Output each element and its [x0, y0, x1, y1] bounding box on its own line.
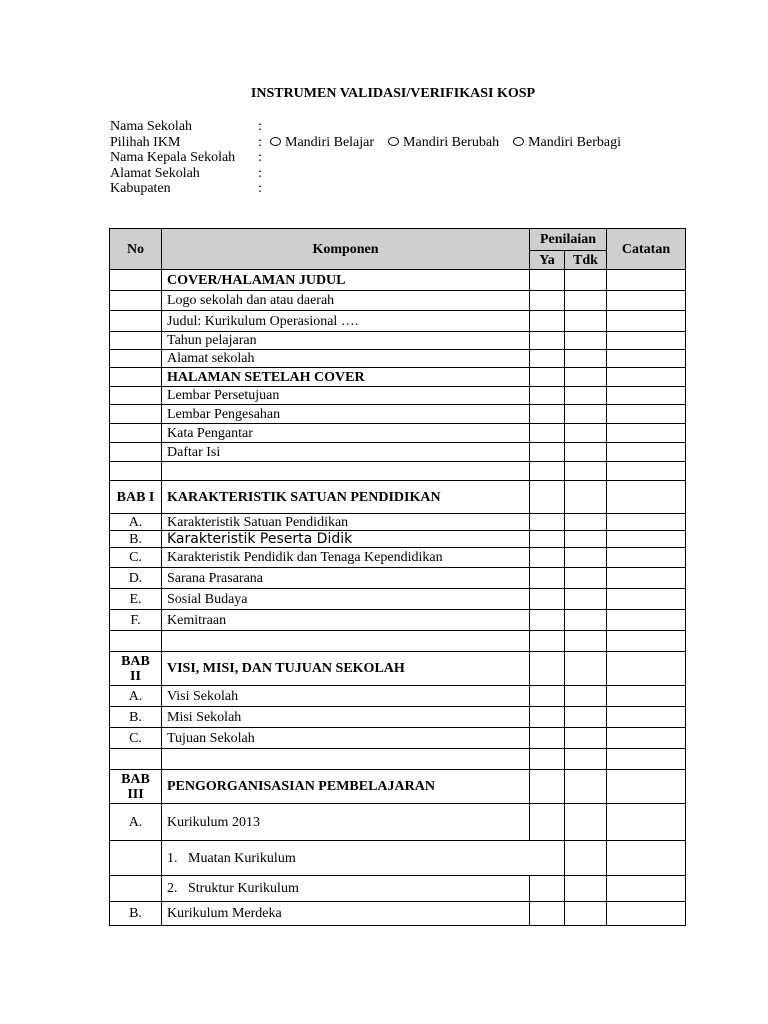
- row-no: E.: [110, 589, 162, 610]
- row-komponen: [162, 749, 530, 770]
- row-komponen: Karakteristik Satuan Pendidikan: [162, 514, 530, 531]
- cell-catatan[interactable]: [607, 291, 686, 311]
- row-komponen: Misi Sekolah: [162, 707, 530, 728]
- cell-ya[interactable]: [530, 311, 565, 332]
- cell-tdk[interactable]: [565, 405, 607, 424]
- cell-catatan[interactable]: [607, 443, 686, 462]
- row-no: [110, 443, 162, 462]
- row-komponen: [162, 462, 530, 481]
- row-no: C.: [110, 548, 162, 568]
- cell-tdk[interactable]: [565, 631, 607, 652]
- table-row: [110, 405, 686, 424]
- row-komponen: Kata Pengantar: [162, 424, 530, 443]
- colon: :: [258, 134, 262, 150]
- cell-ya[interactable]: [530, 728, 565, 749]
- cell-ya[interactable]: [530, 387, 565, 405]
- table-row: [110, 728, 686, 749]
- radio-circle-icon[interactable]: [270, 137, 281, 146]
- table-row: [110, 387, 686, 405]
- cell-catatan[interactable]: [607, 514, 686, 531]
- info-row-alamat: [110, 166, 633, 182]
- cell-tdk[interactable]: [565, 332, 607, 350]
- row-no: [110, 270, 162, 291]
- info-row-nama-sekolah: [110, 119, 633, 135]
- row-komponen: Tahun pelajaran: [162, 332, 530, 350]
- info-row-nama-kepala: [110, 150, 633, 166]
- cell-ya[interactable]: [530, 368, 565, 387]
- table-row: [110, 841, 686, 876]
- row-no: [110, 631, 162, 652]
- row-komponen: KARAKTERISTIK SATUAN PENDIDIKAN: [162, 481, 530, 514]
- cell-ya[interactable]: [530, 350, 565, 368]
- table-row: [110, 514, 686, 531]
- cell-ya[interactable]: [530, 589, 565, 610]
- row-komponen: Karakteristik Pendidik dan Tenaga Kependidikan: [162, 548, 530, 568]
- cell-tdk[interactable]: [565, 311, 607, 332]
- cell-ya[interactable]: [530, 332, 565, 350]
- row-no: A.: [110, 804, 162, 841]
- label-pilihan-ikm: Pilihah IKM: [110, 134, 181, 150]
- table-row: [110, 350, 686, 368]
- cell-catatan[interactable]: [607, 631, 686, 652]
- row-komponen: Lembar Persetujuan: [162, 387, 530, 405]
- cell-tdk[interactable]: [565, 876, 607, 902]
- radio-circle-icon[interactable]: [513, 137, 524, 146]
- row-no: B.: [110, 531, 162, 548]
- row-komponen: 1. Muatan Kurikulum: [162, 841, 565, 876]
- cell-ya[interactable]: [530, 443, 565, 462]
- header-penilaian: Penilaian: [530, 229, 607, 251]
- row-komponen: Tujuan Sekolah: [162, 728, 530, 749]
- row-no: [110, 350, 162, 368]
- row-no: [110, 311, 162, 332]
- row-no: BAB III: [110, 770, 162, 804]
- cell-tdk[interactable]: [565, 443, 607, 462]
- cell-catatan[interactable]: [607, 686, 686, 707]
- cell-catatan[interactable]: [607, 481, 686, 514]
- cell-catatan[interactable]: [607, 876, 686, 902]
- table-row: [110, 462, 686, 481]
- row-komponen: VISI, MISI, DAN TUJUAN SEKOLAH: [162, 652, 530, 686]
- cell-tdk[interactable]: [565, 568, 607, 589]
- table-row: [110, 291, 686, 311]
- cell-catatan[interactable]: [607, 568, 686, 589]
- cell-tdk[interactable]: [565, 424, 607, 443]
- cell-tdk[interactable]: [565, 770, 607, 804]
- row-komponen: Daftar Isi: [162, 443, 530, 462]
- cell-catatan[interactable]: [607, 707, 686, 728]
- colon: :: [258, 119, 262, 134]
- row-komponen: Sosial Budaya: [162, 589, 530, 610]
- cell-tdk[interactable]: [565, 270, 607, 291]
- cell-ya[interactable]: [530, 531, 565, 548]
- cell-catatan[interactable]: [607, 462, 686, 481]
- cell-catatan[interactable]: [607, 804, 686, 841]
- header-komponen: Komponen: [162, 229, 530, 270]
- cell-tdk[interactable]: [565, 481, 607, 514]
- row-komponen: Judul: Kurikulum Operasional ….: [162, 311, 530, 332]
- header-catatan: Catatan: [607, 229, 686, 270]
- table-row: [110, 332, 686, 350]
- cell-tdk[interactable]: [565, 652, 607, 686]
- row-komponen: 2. Struktur Kurikulum: [162, 876, 530, 902]
- cell-catatan[interactable]: [607, 652, 686, 686]
- table-row: [110, 368, 686, 387]
- table-row: [110, 568, 686, 589]
- row-komponen: Kemitraan: [162, 610, 530, 631]
- row-no: [110, 462, 162, 481]
- cell-ya[interactable]: [530, 548, 565, 568]
- row-komponen: Lembar Pengesahan: [162, 405, 530, 424]
- cell-ya[interactable]: [530, 902, 565, 926]
- header-no: No: [110, 229, 162, 270]
- table-row: [110, 804, 686, 841]
- table-row: [110, 749, 686, 770]
- table-row: [110, 270, 686, 291]
- label-alamat-sekolah: Alamat Sekolah: [110, 165, 200, 181]
- row-komponen: Kurikulum 2013: [162, 804, 530, 841]
- cell-tdk[interactable]: [565, 589, 607, 610]
- row-komponen: Kurikulum Merdeka: [162, 902, 530, 926]
- document-title: INSTRUMEN VALIDASI/VERIFIKASI KOSP: [250, 86, 536, 101]
- row-no: [110, 368, 162, 387]
- cell-catatan[interactable]: [607, 270, 686, 291]
- row-no: BAB II: [110, 652, 162, 686]
- row-no: C.: [110, 728, 162, 749]
- row-komponen: COVER/HALAMAN JUDUL: [162, 270, 530, 291]
- validation-table: [109, 228, 686, 926]
- ikm-option-mandiri-belajar[interactable]: [268, 135, 374, 151]
- row-komponen: PENGORGANISASIAN PEMBELAJARAN: [162, 770, 530, 804]
- label-kabupaten: Kabupaten: [110, 181, 171, 196]
- info-row-kabupaten: [110, 181, 633, 197]
- table-row: [110, 481, 686, 514]
- row-komponen: Visi Sekolah: [162, 686, 530, 707]
- cell-tdk[interactable]: [565, 350, 607, 368]
- row-komponen: Sarana Prasarana: [162, 568, 530, 589]
- colon: :: [258, 165, 262, 181]
- cell-catatan[interactable]: [607, 770, 686, 804]
- header-tdk: Tdk: [565, 251, 607, 270]
- ikm-option-label: Mandiri Belajar: [285, 134, 375, 150]
- label-nama-kepala-sekolah: Nama Kepala Sekolah: [110, 150, 236, 165]
- cell-catatan[interactable]: [607, 841, 686, 876]
- cell-catatan[interactable]: [607, 902, 686, 926]
- cell-ya[interactable]: [530, 707, 565, 728]
- header-ya: Ya: [530, 251, 565, 270]
- table-row: [110, 876, 686, 902]
- cell-ya[interactable]: [530, 291, 565, 311]
- cell-catatan[interactable]: [607, 350, 686, 368]
- row-no: A.: [110, 686, 162, 707]
- cell-catatan[interactable]: [607, 531, 686, 548]
- cell-tdk[interactable]: [565, 462, 607, 481]
- cell-ya[interactable]: [530, 652, 565, 686]
- cell-ya[interactable]: [530, 514, 565, 531]
- label-nama-sekolah: Nama Sekolah: [110, 119, 193, 134]
- row-no: [110, 387, 162, 405]
- cell-catatan[interactable]: [607, 610, 686, 631]
- row-no: B.: [110, 707, 162, 728]
- table-row: [110, 548, 686, 568]
- cell-catatan[interactable]: [607, 387, 686, 405]
- row-komponen: HALAMAN SETELAH COVER: [162, 368, 530, 387]
- cell-ya[interactable]: [530, 270, 565, 291]
- table-row: [110, 652, 686, 686]
- table-row: [110, 631, 686, 652]
- row-komponen: Alamat sekolah: [162, 350, 530, 368]
- row-komponen: [162, 631, 530, 652]
- cell-catatan[interactable]: [607, 424, 686, 443]
- row-no: [110, 841, 162, 876]
- cell-tdk[interactable]: [565, 548, 607, 568]
- table-row: [110, 531, 686, 548]
- colon: :: [258, 181, 262, 196]
- cell-ya[interactable]: [530, 770, 565, 804]
- table-row: [110, 589, 686, 610]
- cell-tdk[interactable]: [565, 902, 607, 926]
- ikm-option-label: Mandiri Berubah: [403, 134, 500, 150]
- ikm-option-mandiri-berubah[interactable]: [386, 135, 499, 151]
- cell-catatan[interactable]: [607, 589, 686, 610]
- cell-tdk[interactable]: [565, 749, 607, 770]
- school-info: [110, 119, 633, 197]
- cell-tdk[interactable]: [565, 387, 607, 405]
- cell-catatan[interactable]: [607, 405, 686, 424]
- table-row: [110, 610, 686, 631]
- cell-tdk[interactable]: [565, 841, 607, 876]
- info-row-pilihan-ikm: [110, 135, 633, 151]
- table-row: [110, 707, 686, 728]
- cell-tdk[interactable]: [565, 707, 607, 728]
- cell-tdk[interactable]: [565, 804, 607, 841]
- row-no: B.: [110, 902, 162, 926]
- cell-ya[interactable]: [530, 876, 565, 902]
- table-row: [110, 770, 686, 804]
- cell-catatan[interactable]: [607, 548, 686, 568]
- cell-catatan[interactable]: [607, 749, 686, 770]
- cell-ya[interactable]: [530, 405, 565, 424]
- cell-catatan[interactable]: [607, 728, 686, 749]
- cell-tdk[interactable]: [565, 514, 607, 531]
- row-no: BAB I: [110, 481, 162, 514]
- row-komponen: Karakteristik Peserta Didik: [162, 531, 530, 548]
- cell-tdk[interactable]: [565, 610, 607, 631]
- table-row: [110, 686, 686, 707]
- cell-tdk[interactable]: [565, 368, 607, 387]
- row-no: A.: [110, 514, 162, 531]
- cell-tdk[interactable]: [565, 531, 607, 548]
- row-no: [110, 291, 162, 311]
- table-row: [110, 902, 686, 926]
- row-no: [110, 876, 162, 902]
- cell-tdk[interactable]: [565, 686, 607, 707]
- cell-catatan[interactable]: [607, 332, 686, 350]
- cell-ya[interactable]: [530, 610, 565, 631]
- row-no: F.: [110, 610, 162, 631]
- row-komponen: Logo sekolah dan atau daerah: [162, 291, 530, 311]
- row-no: [110, 332, 162, 350]
- cell-ya[interactable]: [530, 568, 565, 589]
- table-row: [110, 443, 686, 462]
- cell-tdk[interactable]: [565, 291, 607, 311]
- cell-ya[interactable]: [530, 686, 565, 707]
- row-no: [110, 405, 162, 424]
- ikm-option-mandiri-berbagi[interactable]: [511, 135, 621, 151]
- cell-ya[interactable]: [530, 424, 565, 443]
- cell-ya[interactable]: [530, 804, 565, 841]
- cell-ya[interactable]: [530, 462, 565, 481]
- radio-circle-icon[interactable]: [388, 137, 399, 146]
- cell-catatan[interactable]: [607, 311, 686, 332]
- ikm-option-label: Mandiri Berbagi: [528, 134, 621, 150]
- row-no: [110, 749, 162, 770]
- cell-ya[interactable]: [530, 481, 565, 514]
- cell-tdk[interactable]: [565, 728, 607, 749]
- cell-catatan[interactable]: [607, 368, 686, 387]
- cell-ya[interactable]: [530, 749, 565, 770]
- row-no: [110, 424, 162, 443]
- table-row: [110, 311, 686, 332]
- cell-ya[interactable]: [530, 631, 565, 652]
- row-no: D.: [110, 568, 162, 589]
- table-row: [110, 424, 686, 443]
- colon: :: [258, 150, 262, 165]
